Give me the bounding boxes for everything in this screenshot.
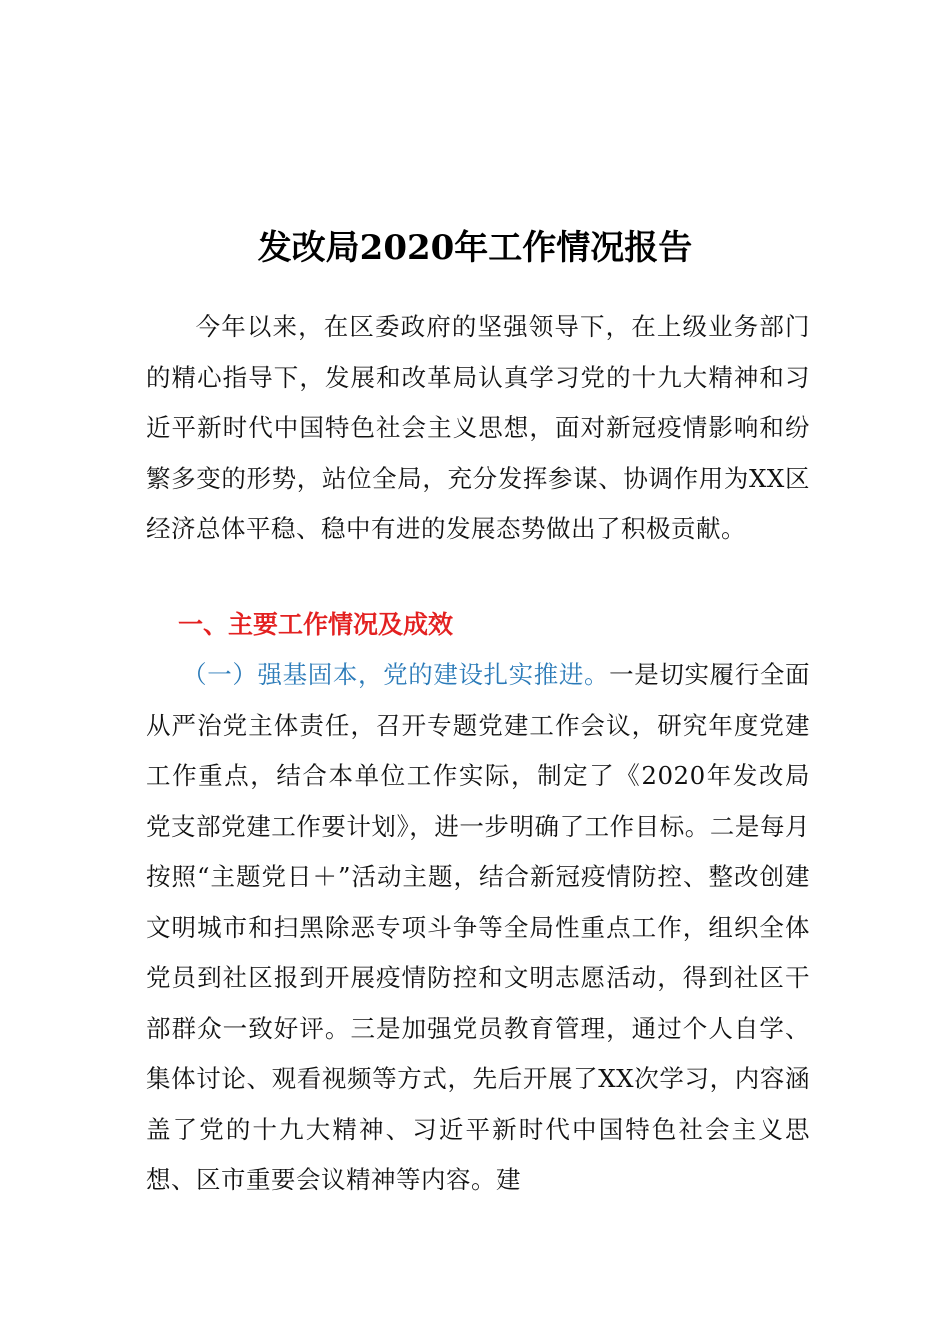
document-title: 发改局2020年工作情况报告 (257, 228, 693, 268)
section-heading: 一、主要工作情况及成效 (178, 610, 454, 639)
subsection-body: 一是切实履行全面从严治党主体责任，召开专题党建工作会议，研究年度党建工作重点，结合本单位工作实际，制定了《2020年发改局党支部党建工作要计划》，进一步明确了工作目标。二是每月按照“主题党日＋”活动主题，结合新冠疫情防控、整改创建文明城市和扫黑除恶专项斗争等全局性重点工作，组织全体党员到社区报到开展疫情防控和文明志愿活动，得到社区干部群众一致好评。三是加强党员教育管理，通过个人自学、集体讨论、观看视频等方式，先后开展了XX次学习，内容涵盖了党的十九大精神、习近平新时代中国特色社会主义思想、区市重要会议精神等内容。建 (146, 660, 811, 1194)
subsection-paragraph (146, 650, 810, 1206)
intro-text: 今年以来，在区委政府的坚强领导下，在上级业务部门的精心指导下，发展和改革局认真学习党的十九大精神和习近平新时代中国特色社会主义思想，面对新冠疫情影响和纷繁多变的形势，站位全局，充分发挥参谋、协调作用为XX区经济总体平稳、稳中有进的发展态势做出了积极贡献。 (146, 312, 810, 543)
subsection-heading: （一）强基固本，党的建设扎实推进。 (182, 660, 610, 689)
intro-paragraph (146, 302, 810, 555)
